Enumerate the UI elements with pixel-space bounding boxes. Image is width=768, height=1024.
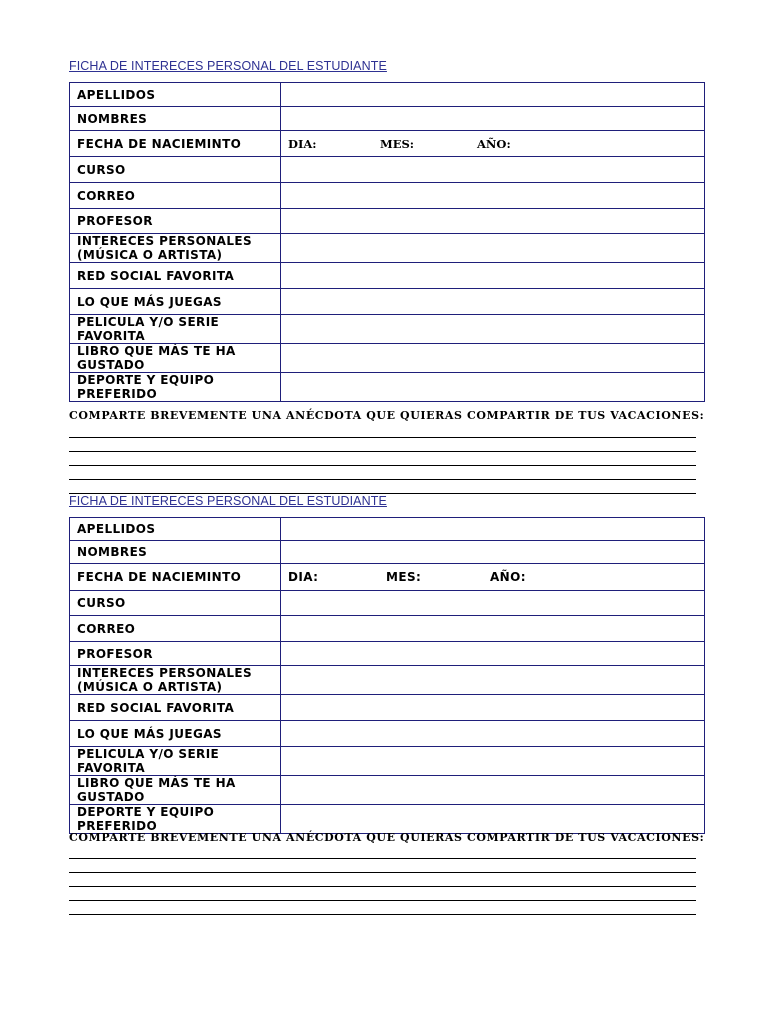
field-label-libro: LIBRO QUE MÁS TE HA GUSTADO: [70, 344, 281, 373]
field-value-pelicula[interactable]: [281, 747, 705, 776]
field-label-correo: CORREO: [70, 616, 281, 642]
form-title: FICHA DE INTERECES PERSONAL DEL ESTUDIANTE: [69, 59, 387, 73]
field-value-juegos[interactable]: [281, 289, 705, 315]
field-label-libro: LIBRO QUE MÁS TE HA GUSTADO: [70, 776, 281, 805]
field-value-fecha-nacimiento[interactable]: [281, 564, 705, 591]
student-info-table: [69, 82, 705, 402]
field-value-deporte[interactable]: [281, 373, 705, 402]
field-value-curso[interactable]: [281, 157, 705, 183]
date-year-label: AÑO:: [477, 136, 511, 151]
field-value-juegos[interactable]: [281, 721, 705, 747]
field-value-correo[interactable]: [281, 183, 705, 209]
field-label-profesor: PROFESOR: [70, 642, 281, 666]
field-label-red-social: RED SOCIAL FAVORITA: [70, 263, 281, 289]
field-value-apellidos[interactable]: [281, 83, 705, 107]
field-label-fecha-nacimiento: FECHA DE NACIEMINTO: [70, 564, 281, 591]
field-value-correo[interactable]: [281, 616, 705, 642]
field-label-red-social: RED SOCIAL FAVORITA: [70, 695, 281, 721]
field-label-intereses: INTERECES PERSONALES (MÚSICA O ARTISTA): [70, 666, 281, 695]
field-value-curso[interactable]: [281, 591, 705, 616]
field-label-correo: CORREO: [70, 183, 281, 209]
field-label-profesor: PROFESOR: [70, 209, 281, 234]
answer-line[interactable]: [69, 437, 696, 438]
field-label-deporte: DEPORTE Y EQUIPO PREFERIDO: [70, 373, 281, 402]
form-title: FICHA DE INTERECES PERSONAL DEL ESTUDIANTE: [69, 494, 387, 508]
field-value-pelicula[interactable]: [281, 315, 705, 344]
field-value-red-social[interactable]: [281, 695, 705, 721]
answer-line[interactable]: [69, 914, 696, 915]
answer-line[interactable]: [69, 900, 696, 901]
field-label-curso: CURSO: [70, 591, 281, 616]
field-label-apellidos: APELLIDOS: [70, 518, 281, 541]
answer-line[interactable]: [69, 479, 696, 480]
field-value-profesor[interactable]: [281, 209, 705, 234]
date-month-label: MES:: [380, 136, 415, 151]
field-label-nombres: NOMBRES: [70, 107, 281, 131]
date-day-label: DIA:: [288, 136, 317, 151]
answer-line[interactable]: [69, 872, 696, 873]
field-value-nombres[interactable]: [281, 541, 705, 564]
date-month-label: MES:: [386, 570, 422, 584]
field-value-libro[interactable]: [281, 776, 705, 805]
anecdote-prompt: COMPARTE BREVEMENTE UNA ANÉCDOTA QUE QUIERAS COMPARTIR DE TUS VACACIONES:: [69, 831, 705, 844]
anecdote-prompt: COMPARTE BREVEMENTE UNA ANÉCDOTA QUE QUIERAS COMPARTIR DE TUS VACACIONES:: [69, 409, 705, 422]
field-value-intereses[interactable]: [281, 666, 705, 695]
field-label-pelicula: PELICULA Y/O SERIE FAVORITA: [70, 315, 281, 344]
field-value-apellidos[interactable]: [281, 518, 705, 541]
field-label-pelicula: PELICULA Y/O SERIE FAVORITA: [70, 747, 281, 776]
field-label-fecha-nacimiento: FECHA DE NACIEMINTO: [70, 131, 281, 157]
answer-line[interactable]: [69, 858, 696, 859]
field-value-profesor[interactable]: [281, 642, 705, 666]
student-info-table: [69, 517, 705, 834]
field-value-red-social[interactable]: [281, 263, 705, 289]
answer-line[interactable]: [69, 465, 696, 466]
date-day-label: DIA:: [288, 570, 319, 584]
field-label-nombres: NOMBRES: [70, 541, 281, 564]
field-value-libro[interactable]: [281, 344, 705, 373]
date-year-label: AÑO:: [490, 570, 526, 584]
field-label-deporte: DEPORTE Y EQUIPO PREFERIDO: [70, 805, 281, 834]
field-label-curso: CURSO: [70, 157, 281, 183]
answer-line[interactable]: [69, 451, 696, 452]
field-value-intereses[interactable]: [281, 234, 705, 263]
answer-line[interactable]: [69, 886, 696, 887]
field-label-intereses: INTERECES PERSONALES (MÚSICA O ARTISTA): [70, 234, 281, 263]
field-value-deporte[interactable]: [281, 805, 705, 834]
field-label-apellidos: APELLIDOS: [70, 83, 281, 107]
field-value-nombres[interactable]: [281, 107, 705, 131]
field-label-juegos: LO QUE MÁS JUEGAS: [70, 289, 281, 315]
field-value-fecha-nacimiento[interactable]: [281, 131, 705, 157]
field-label-juegos: LO QUE MÁS JUEGAS: [70, 721, 281, 747]
